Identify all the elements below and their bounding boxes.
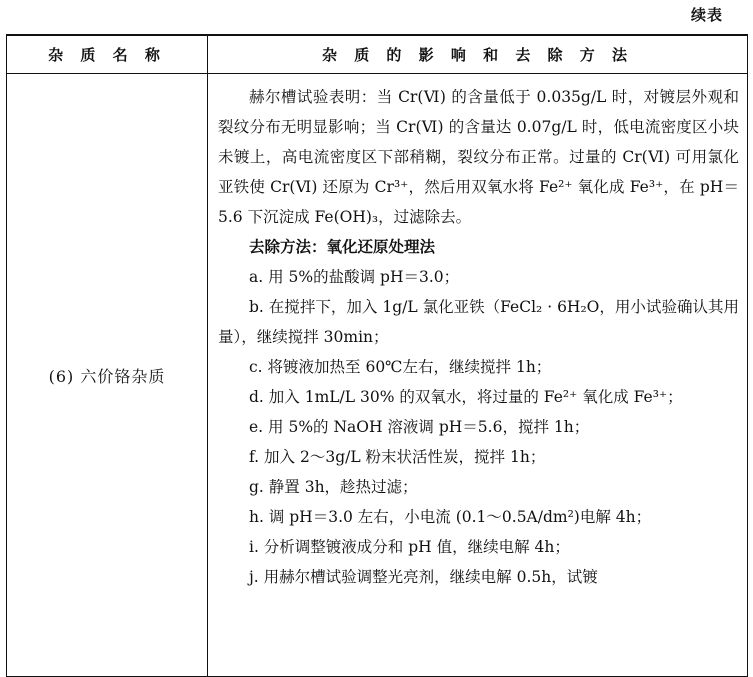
step-item: c. 将镀液加热至 60℃左右，继续搅拌 1h； xyxy=(249,358,552,376)
removal-method-value: 氧化还原处理法 xyxy=(326,238,436,256)
intro-paragraph: 赫尔槽试验表明：当 Cr(Ⅵ) 的含量低于 0.035g/L 时，对镀层外观和裂纹分布无明显影响；当 Cr(Ⅵ) 的含量达 0.07g/L 时，低电流密度区小块未镀上，高电流密度区下部稍糊，裂纹分布正常。过量的 Cr(Ⅵ) 可用氯化亚铁使 Cr(Ⅵ) 还原为 Cr³⁺，然后用双氧水将 Fe²⁺ 氧化成 Fe³⁺，在 pH＝5.6 下沉淀成 Fe(OH)₃，过滤除去。 xyxy=(218,88,739,226)
impurity-table xyxy=(6,34,748,677)
step-item: i. 分析调整镀液成分和 pH 值，继续电解 4h； xyxy=(249,538,570,556)
removal-method-label: 去除方法： xyxy=(249,238,327,256)
step-item: j. 用赫尔槽试验调整光亮剂，继续电解 0.5h，试镀 xyxy=(249,568,598,586)
step-item: e. 用 5%的 NaOH 溶液调 pH＝5.6，搅拌 1h； xyxy=(249,418,590,436)
step-item: g. 静置 3h，趁热过滤； xyxy=(249,478,418,496)
table-row xyxy=(7,74,748,677)
removal-method-line xyxy=(218,232,739,262)
step-item: d. 加入 1mL/L 30% 的双氧水，将过量的 Fe²⁺ 氧化成 Fe³⁺； xyxy=(249,388,683,406)
header-impact-and-removal: 杂 质 的 影 响 和 去 除 方 法 xyxy=(208,35,748,74)
step-item: h. 调 pH＝3.0 左右，小电流 (0.1～0.5A/dm²)电解 4h； xyxy=(249,508,652,526)
impurity-description-cell xyxy=(208,74,748,677)
step-item: f. 加入 2～3g/L 粉末状活性炭，搅拌 1h； xyxy=(249,448,546,466)
table-header-row xyxy=(7,35,748,74)
impurity-name-cell: (6) 六价铬杂质 xyxy=(7,74,208,677)
header-impurity-name: 杂 质 名 称 xyxy=(7,35,208,74)
step-item: a. 用 5%的盐酸调 pH＝3.0； xyxy=(249,268,460,286)
continued-label: 续表 xyxy=(690,6,723,24)
step-item: b. 在搅拌下，加入 1g/L 氯化亚铁（FeCl₂ · 6H₂O，用小试验确认其用量），继续搅拌 30min； xyxy=(218,298,739,346)
